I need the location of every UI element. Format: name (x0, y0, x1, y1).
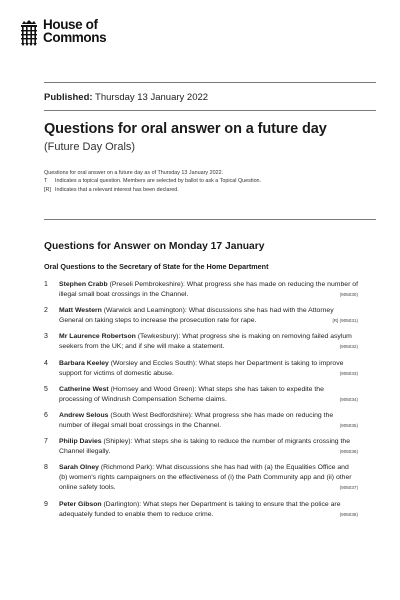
house-of-commons-logo (19, 19, 106, 47)
department-heading: Oral Questions to the Secretary of State for the Home Department (44, 262, 269, 271)
logo-line-1: House of (43, 17, 98, 32)
question-ref: (905032) (339, 344, 358, 350)
question-constituency: (South West Bedfordshire): (110, 411, 193, 419)
page-subtitle: (Future Day Orals) (44, 141, 136, 153)
question-ref: (905035) (339, 422, 358, 428)
question-body (59, 359, 358, 379)
question-ref: (905038) (339, 511, 358, 517)
question-number: 2 (44, 307, 48, 315)
question-ref-group (332, 316, 358, 326)
question-member: Stephen Crabb (59, 281, 108, 288)
question-member: Philip Davies (59, 438, 102, 446)
logo-wordmark (43, 19, 106, 44)
question-member: Matt Western (59, 307, 102, 315)
question-number: 5 (44, 385, 48, 393)
question-item (44, 500, 358, 520)
question-text: What steps her Department is taking to improve support for victims of domestic abuse. (59, 359, 344, 377)
question-text: What progress she is making on removing failed asylum seekers from the UK; and if she will make a statement. (59, 333, 352, 351)
question-text: What steps she is taking to reduce the number of migrants crossing the Channel illegally. (59, 438, 351, 456)
question-member: Peter Gibson (59, 500, 102, 508)
question-constituency: (Tewkesbury): (137, 333, 181, 341)
question-member: Andrew Selous (59, 411, 109, 419)
question-text: What discussions she has had with (a) the Equalities Office and (b) women's rights campaigners on the effectiveness of (i) the Path Community app and (ii) other online safety tools. (59, 464, 352, 492)
question-item (44, 280, 358, 300)
page-title: Questions for oral answer on a future day (44, 121, 327, 137)
question-constituency: (Preseli Pembrokeshire): (109, 281, 185, 288)
question-text: What steps her Department is taking to ensure that the police are adequately funded to enable them to reduce crime. (59, 500, 341, 518)
question-constituency: (Hornsey and Wood Green): (110, 385, 197, 393)
question-body (59, 437, 358, 457)
question-item (44, 332, 358, 352)
key-text: Indicates a topical question. Members are selected by ballot to ask a Topical Question. (55, 178, 262, 185)
question-number: 9 (44, 500, 48, 508)
divider-published (44, 110, 376, 111)
question-ref: (905037) (339, 485, 358, 491)
question-item (44, 385, 358, 405)
question-body (59, 500, 358, 520)
question-constituency: (Richmond Park): (100, 464, 155, 472)
question-body (59, 332, 358, 352)
question-body (59, 306, 358, 326)
published-label: Published: (44, 92, 93, 103)
question-text: What progress she has made on reducing the number of illegal small boat crossings in the Channel. (59, 411, 334, 429)
question-text: What discussions she has had with the Attorney General on taking steps to increase the prosecution rate for rape. (59, 307, 334, 325)
question-ref: (905033) (339, 370, 358, 376)
question-text: What steps she has taken to expedite the processing of Windrush Compensation Scheme claims. (59, 385, 324, 403)
key-row-interest (44, 186, 374, 194)
intro-line: Questions for oral answer on a future day as of Thursday 13 January 2022. (44, 170, 224, 176)
question-number: 1 (44, 281, 48, 288)
question-member: Barbara Keeley (59, 359, 109, 367)
question-body (59, 411, 358, 431)
question-number: 8 (44, 464, 48, 472)
published-line (44, 92, 208, 103)
question-constituency: (Worsley and Eccles South): (110, 359, 197, 367)
question-body (59, 280, 358, 300)
question-member: Sarah Olney (59, 464, 99, 472)
question-constituency: (Shipley): (103, 438, 133, 446)
question-member: Mr Laurence Robertson (59, 333, 136, 341)
question-ref: (905036) (339, 449, 358, 455)
question-member: Catherine West (59, 385, 109, 393)
published-date: Thursday 13 January 2022 (95, 92, 209, 103)
key-text: Indicates that a relevant interest has been declared. (55, 186, 179, 193)
question-ref: (905031) (339, 318, 358, 324)
key-row-topical (44, 177, 374, 185)
divider-top (44, 82, 376, 83)
section-heading: Questions for Answer on Monday 17 January (44, 241, 265, 252)
question-text: What progress she has made on reducing the number of illegal small boat crossings in the Channel. (59, 281, 358, 298)
question-number: 7 (44, 438, 48, 446)
question-item (44, 463, 358, 493)
intro-block (44, 169, 374, 194)
key-symbol: [R] (44, 186, 51, 193)
question-item (44, 359, 358, 379)
question-number: 4 (44, 359, 48, 367)
question-ref: (905030) (339, 292, 358, 297)
question-item (44, 306, 358, 326)
logo-line-2: Commons (43, 29, 107, 45)
portcullis-icon (19, 19, 39, 47)
question-number: 6 (44, 411, 48, 419)
key-symbol: T (44, 178, 48, 185)
question-item (44, 411, 358, 431)
question-body (59, 385, 358, 405)
question-constituency: (Warwick and Leamington): (103, 307, 187, 315)
question-constituency: (Darlington): (103, 500, 142, 508)
question-interest-flag: [R] (332, 318, 339, 324)
questions-list (44, 280, 358, 526)
divider-intro (44, 219, 376, 220)
question-number: 3 (44, 333, 48, 341)
question-item (44, 437, 358, 457)
question-ref: (905034) (339, 396, 358, 402)
question-body (59, 463, 358, 493)
